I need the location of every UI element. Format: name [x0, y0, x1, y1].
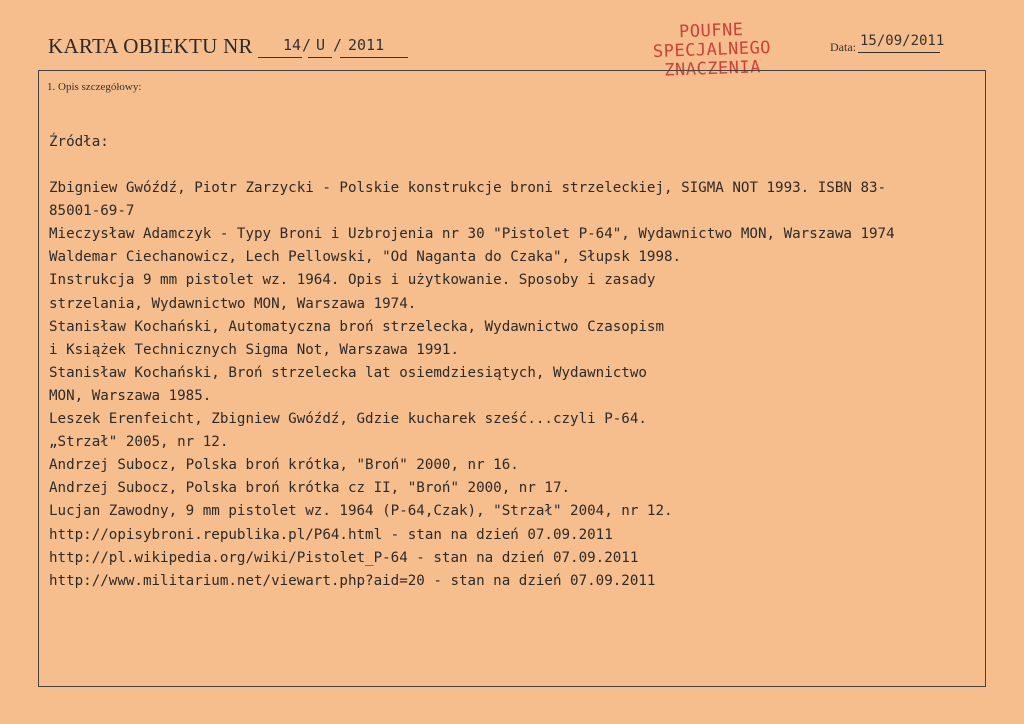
source-line: Zbigniew Gwóźdź, Piotr Zarzycki - Polskie konstrukcje broni strzeleckiej, SIGMA NOT 1993. ISBN 83-	[49, 180, 887, 197]
card-number-part-2: U	[316, 36, 326, 54]
card-number-part-1: 14	[283, 36, 302, 54]
source-line: Waldemar Ciechanowicz, Lech Pellowski, "Od Naganta do Czaka", Słupsk 1998.	[49, 249, 682, 266]
date-label: Data:	[830, 40, 856, 54]
source-line: Mieczysław Adamczyk - Typy Broni i Uzbrojenia nr 30 "Pistolet P-64", Wydawnictwo MON, Warszawa 1974	[49, 226, 895, 243]
stamp-line-2: SPECJALNEGO	[652, 37, 772, 63]
source-line: Stanisław Kochański, Broń strzelecka lat osiemdziesiątych, Wydawnictwo	[49, 364, 647, 381]
source-line: „Strzał" 2005, nr 12.	[49, 434, 229, 451]
card-number-underline-1	[258, 57, 302, 58]
source-line: Instrukcja 9 mm pistolet wz. 1964. Opis i użytkowanie. Sposoby i zasady	[49, 272, 656, 289]
description-box	[38, 70, 986, 687]
sources-heading: Źródła:	[49, 134, 109, 150]
card-number-separator-1: /	[302, 36, 312, 54]
source-link: http://www.militarium.net/viewart.php?aid=20 - stan na dzień 07.09.2011	[49, 572, 656, 589]
source-line: Andrzej Subocz, Polska broń krótka, "Broń" 2000, nr 16.	[49, 457, 519, 474]
card-number-underline-2	[308, 57, 332, 58]
section-label: 1. Opis szczegółowy:	[47, 81, 142, 93]
source-line: Stanisław Kochański, Automatyczna broń strzelecka, Wydawnictwo Czasopism	[49, 318, 664, 335]
date-value: 15/09/2011	[860, 33, 945, 49]
date-underline	[858, 52, 940, 53]
source-line: Lucjan Zawodny, 9 mm pistolet wz. 1964 (P-64,Czak), "Strzał" 2004, nr 12.	[49, 503, 673, 520]
card-number-separator-2: /	[333, 36, 343, 54]
stamp-line-1: POUFNE	[678, 19, 744, 43]
source-line: strzelania, Wydawnictwo MON, Warszawa 1974.	[49, 295, 417, 312]
card-number-part-3: 2011	[348, 36, 385, 54]
source-line: Leszek Erenfeicht, Zbigniew Gwóźdź, Gdzie kucharek sześć...czyli P-64.	[49, 411, 647, 428]
source-line: i Książek Technicznych Sigma Not, Warszawa 1991.	[49, 341, 459, 358]
source-line: MON, Warszawa 1985.	[49, 387, 212, 404]
source-line: 85001-69-7	[49, 203, 135, 220]
source-link: http://pl.wikipedia.org/wiki/Pistolet_P-64 - stan na dzień 07.09.2011	[49, 549, 639, 566]
card-title: KARTA OBIEKTU NR	[48, 34, 253, 58]
source-line: Andrzej Subocz, Polska broń krótka cz II, "Broń" 2000, nr 17.	[49, 480, 571, 497]
sources-content	[49, 131, 979, 593]
stamp-line-3: ZNACZENIA	[664, 57, 762, 81]
card-number-underline-3	[340, 57, 408, 58]
source-link: http://opisybroni.republika.pl/P64.html - stan na dzień 07.09.2011	[49, 526, 613, 543]
